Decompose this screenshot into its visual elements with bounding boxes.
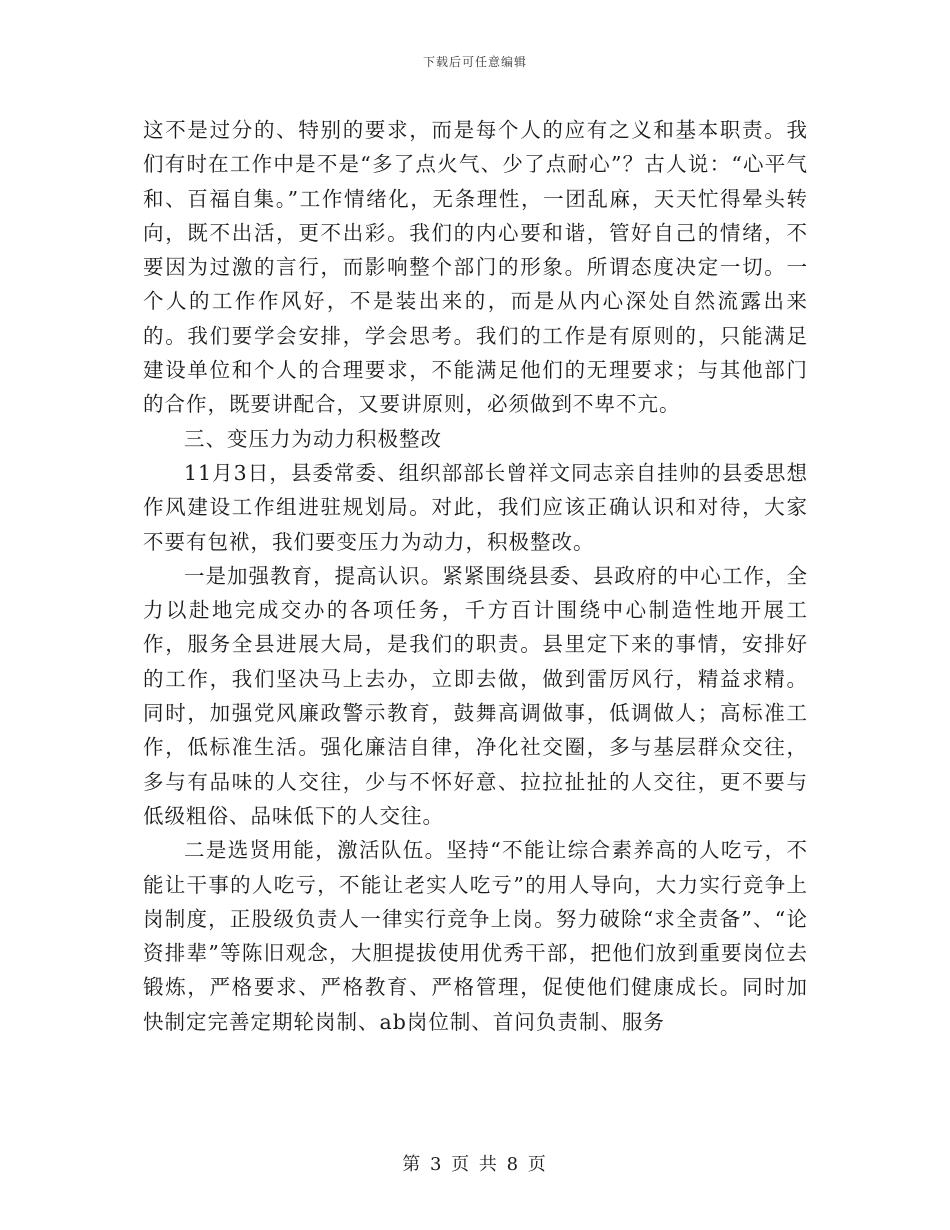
section-heading: 三、变压力为动力积极整改 [184, 426, 442, 451]
paragraph-1: 这不是过分的、特别的要求，而是每个人的应有之义和基本职责。我们有时在工作中是不是“多了点火气、少了点耐心”？古人说：“心平气和、百福自集。”工作情绪化，无条理性，一团乱麻，天天忙得晕头转向，既不出活，更不出彩。我们的内心要和谐，管好自己的情绪，不要因为过激的言行，而影响整个部门的形象。所谓态度决定一切。一个人的工作作风好，不是装出来的，而是从内心深处自然流露出来的。我们要学会安排，学会思考。我们的工作是有原则的，只能满足建设单位和个人的合理要求，不能满足他们的无理要求；与其他部门的合作，既要讲配合，又要讲原则，必须做到不卑不亢。 [143, 118, 808, 417]
paragraph-2: 11月3日，县委常委、组织部部长曾祥文同志亲自挂帅的县委思想作风建设工作组进驻规划局。对此，我们应该正确认识和对待，大家不要有包袱，我们要变压力为动力，积极整改。 [143, 460, 808, 554]
page-header: 下载后可任意编辑 [422, 55, 527, 69]
paragraph-3: 一是加强教育，提高认识。紧紧围绕县委、县政府的中心工作，全力以赴地完成交办的各项任务，千方百计围绕中心制造性地开展工作，服务全县进展大局，是我们的职责。县里定下来的事情，安排好的工作，我们坚决马上去办，立即去做，做到雷厉风行，精益求精。同时，加强党风廉政警示教育，鼓舞高调做事，低调做人；高标准工作，低标准生活。强化廉洁自律，净化社交圈，多与基层群众交往，多与有品味的人交往，少与不怀好意、拉拉扯扯的人交往，更不要与低级粗俗、品味低下的人交往。 [143, 563, 808, 828]
paragraph-4: 二是选贤用能，激活队伍。坚持“不能让综合素养高的人吃亏，不能让干事的人吃亏，不能让老实人吃亏”的用人导向，大力实行竞争上岗制度，正股级负责人一律实行竞争上岗。努力破除“求全责备”、“论资排辈”等陈旧观念，大胆提拔使用优秀干部，把他们放到重要岗位去锻炼，严格要求、严格教育、严格管理，促使他们健康成长。同时加快制定完善定期轮岗制、ab岗位制、首问负责制、服务 [143, 838, 808, 1034]
page-footer: 第 3 页 共 8 页 [402, 1154, 548, 1175]
document-body [143, 113, 808, 1039]
